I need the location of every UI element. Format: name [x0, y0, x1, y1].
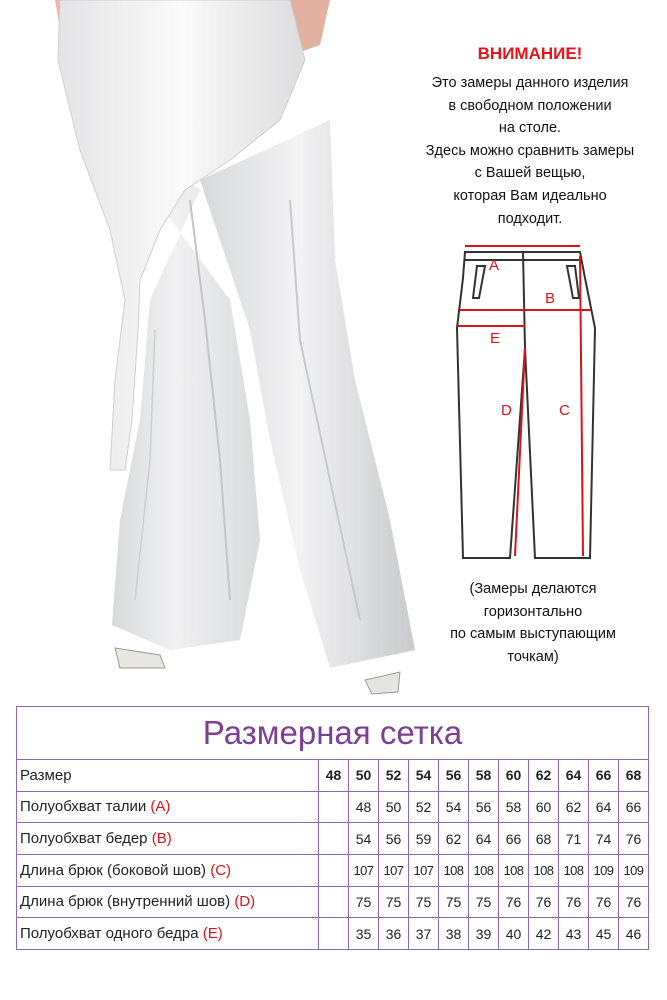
size-header: 50 [349, 760, 379, 792]
notice-line: в свободном положении [448, 97, 612, 114]
table-cell: 108 [469, 854, 499, 886]
table-cell: 39 [469, 918, 499, 950]
table-cell: 58 [499, 791, 529, 823]
diagram-label-e: E [490, 330, 501, 347]
notice-line: подходит. [497, 210, 563, 227]
table-cell: 107 [349, 854, 379, 886]
table-cell: 76 [619, 886, 649, 918]
table-row [17, 823, 649, 855]
table-cell: 75 [469, 886, 499, 918]
footnote-line: по самым выступающим [450, 626, 616, 643]
table-cell: 36 [379, 918, 409, 950]
table-cell: 66 [499, 823, 529, 855]
product-photo [0, 0, 430, 700]
row-code: (E) [202, 925, 223, 943]
size-header: 62 [529, 760, 559, 792]
table-cell: 75 [439, 886, 469, 918]
notice-line: которая Вам идеально [453, 187, 607, 204]
table-cell [319, 854, 349, 886]
table-cell: 45 [589, 918, 619, 950]
row-code: (A) [150, 798, 171, 816]
table-cell: 108 [439, 854, 469, 886]
table-cell: 76 [559, 886, 589, 918]
row-label-text: Полуобхват одного бедра [20, 925, 199, 943]
table-cell: 108 [559, 854, 589, 886]
size-header: 54 [409, 760, 439, 792]
size-header: 58 [469, 760, 499, 792]
table-cell: 76 [529, 886, 559, 918]
size-header: 68 [619, 760, 649, 792]
measurement-footnote [408, 578, 658, 668]
diagram-label-b: B [545, 290, 556, 307]
row-label-text: Полуобхват бедер [20, 830, 148, 848]
table-cell: 40 [499, 918, 529, 950]
table-cell: 107 [379, 854, 409, 886]
row-code: (D) [234, 893, 256, 911]
row-label [17, 791, 319, 823]
table-cell: 37 [409, 918, 439, 950]
table-cell [319, 918, 349, 950]
diagram-label-c: C [559, 402, 570, 419]
table-cell: 108 [529, 854, 559, 886]
table-cell: 56 [469, 791, 499, 823]
table-cell: 76 [619, 823, 649, 855]
table-row [17, 886, 649, 918]
row-label-text: Длина брюк (боковой шов) [20, 861, 207, 879]
table-cell: 48 [349, 791, 379, 823]
table-row [17, 791, 649, 823]
table-cell: 52 [409, 791, 439, 823]
table-cell: 109 [589, 854, 619, 886]
size-header: 66 [589, 760, 619, 792]
table-cell: 35 [349, 918, 379, 950]
notice-line: на столе. [498, 120, 562, 137]
table-cell: 38 [439, 918, 469, 950]
diagram-label-d: D [501, 402, 512, 419]
row-label [17, 918, 319, 950]
diagram-label-a: A [489, 257, 500, 274]
row-label-text: Длина брюк (внутренний шов) [20, 893, 231, 911]
table-title-row [17, 707, 649, 760]
row-label [17, 854, 319, 886]
notice-text [395, 72, 665, 230]
table-cell: 59 [409, 823, 439, 855]
row-label [17, 823, 319, 855]
table-cell: 109 [619, 854, 649, 886]
table-cell: 64 [589, 791, 619, 823]
table-cell: 64 [469, 823, 499, 855]
table-cell: 43 [559, 918, 589, 950]
table-cell: 75 [409, 886, 439, 918]
size-chart-table [16, 706, 649, 950]
row-label-text: Полуобхват талии [20, 798, 147, 816]
size-label: Размер [17, 760, 319, 792]
table-cell: 75 [379, 886, 409, 918]
table-cell: 62 [439, 823, 469, 855]
size-header: 48 [319, 760, 349, 792]
footnote-line: (Замеры делаются [469, 581, 597, 597]
table-cell: 68 [529, 823, 559, 855]
trousers-measurement-diagram [455, 238, 605, 568]
table-cell: 108 [499, 854, 529, 886]
table-cell: 54 [349, 823, 379, 855]
table-title: Размерная сетка [17, 707, 649, 760]
table-cell: 46 [619, 918, 649, 950]
table-cell: 74 [589, 823, 619, 855]
table-cell: 42 [529, 918, 559, 950]
table-row [17, 854, 649, 886]
table-cell: 75 [349, 886, 379, 918]
table-cell: 76 [589, 886, 619, 918]
table-cell: 62 [559, 791, 589, 823]
size-header: 56 [439, 760, 469, 792]
notice-line: Это замеры данного изделия [431, 75, 629, 91]
table-cell: 60 [529, 791, 559, 823]
row-code: (C) [210, 861, 232, 879]
size-header: 64 [559, 760, 589, 792]
row-code: (B) [151, 830, 172, 848]
table-cell: 56 [379, 823, 409, 855]
notice-title: ВНИМАНИЕ! [477, 44, 583, 63]
footnote-line: точкам) [507, 648, 559, 665]
notice-line: с Вашей вещью, [474, 165, 586, 182]
table-cell [319, 823, 349, 855]
table-header-row [17, 760, 649, 792]
table-cell: 76 [499, 886, 529, 918]
notice-line: Здесь можно сравнить замеры [425, 142, 635, 159]
table-cell: 50 [379, 791, 409, 823]
size-header: 60 [499, 760, 529, 792]
row-label [17, 886, 319, 918]
table-cell: 71 [559, 823, 589, 855]
table-row [17, 918, 649, 950]
footnote-line: горизонтально [483, 603, 583, 620]
table-cell: 107 [409, 854, 439, 886]
table-cell: 66 [619, 791, 649, 823]
table-cell [319, 886, 349, 918]
table-cell [319, 791, 349, 823]
size-header: 52 [379, 760, 409, 792]
table-cell: 54 [439, 791, 469, 823]
